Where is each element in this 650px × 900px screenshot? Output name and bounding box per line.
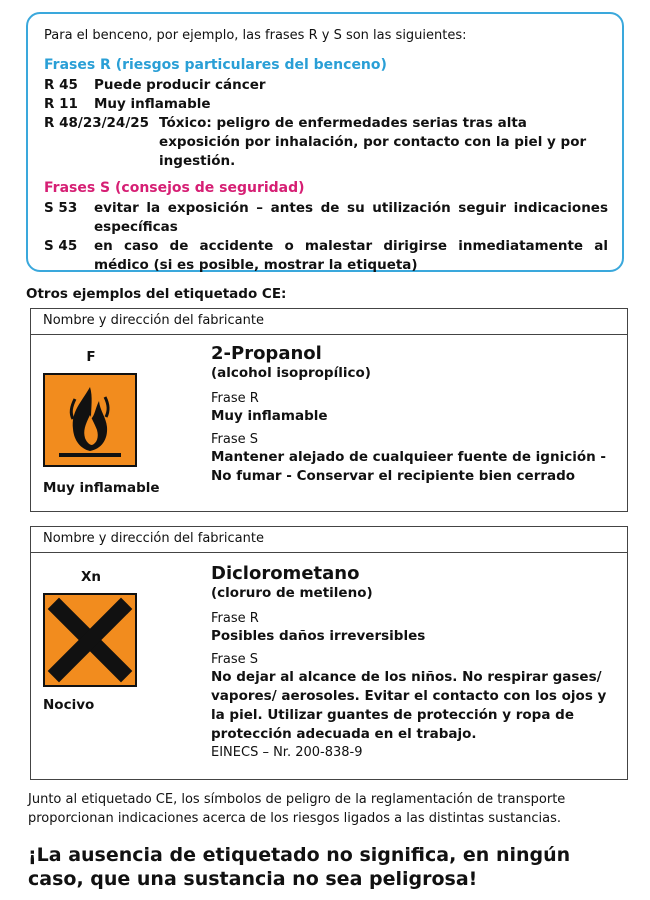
substance-info (211, 343, 611, 486)
s-phrase-value: No dejar al alcance de los niños. No respirar gases/ vapores/ aerosoles. Evitar el contacto con los ojos y la piel. Utilizar guantes de protección y ropa de protección adecuada en el trabajo. (211, 669, 607, 742)
r-phrase-row (44, 114, 608, 171)
s-phrase-row (44, 199, 608, 237)
s-phrase-label: Frase S (211, 432, 258, 447)
intro-text: Para el benceno, por ejemplo, las frases R y S son las siguientes: (44, 28, 467, 43)
saltire-cross-icon (43, 593, 137, 687)
s-phrase-text: evitar la exposición – antes de su utilización seguir indicaciones específicas (94, 200, 608, 235)
symbol-caption: Nocivo (43, 697, 95, 713)
flame-icon (43, 373, 137, 467)
substance-name: 2-Propanol (211, 343, 322, 364)
manufacturer-field: Nombre y dirección del fabricante (31, 309, 627, 335)
warning-statement: ¡La ausencia de etiquetado no significa, en ningún caso, que una sustancia no sea peligrosa! (28, 844, 571, 890)
substance-info (211, 563, 611, 762)
r-phrase-label: Frase R (211, 611, 259, 626)
substance-name: Diclorometano (211, 563, 360, 584)
manufacturer-field: Nombre y dirección del fabricante (31, 527, 627, 553)
s-phrase-code: S 53 (44, 200, 78, 216)
r-phrase-text: Puede producir cáncer (94, 77, 266, 93)
s-phrase-row (44, 237, 608, 275)
r-phrase-code: R 48/23/24/25 (44, 115, 150, 131)
r-phrase-text: Tóxico: peligro de enfermedades serias tras alta exposición por inhalación, por contacto con la piel y por ingestión. (159, 115, 587, 169)
examples-heading: Otros ejemplos del etiquetado CE: (26, 286, 287, 302)
s-phrase-value: Mantener alejado de cualquieer fuente de ignición - No fumar - Conservar el recipiente bien cerrado (211, 449, 607, 484)
r-phrase-label: Frase R (211, 391, 259, 406)
r-phrases-heading: Frases R (riesgos particulares del benceno) (44, 57, 387, 73)
s-phrase-label: Frase S (211, 652, 258, 667)
r-phrase-code: R 45 (44, 77, 78, 93)
symbol-letter: Xn (80, 569, 102, 585)
r-phrase-row (44, 76, 608, 95)
r-phrase-value: Muy inflamable (211, 408, 328, 424)
symbol-letter: F (86, 349, 96, 365)
ce-label-dichloromethane (30, 526, 628, 780)
r-phrase-value: Posibles daños irreversibles (211, 628, 426, 644)
r-phrase-code: R 11 (44, 96, 78, 112)
s-phrase-text: en caso de accidente o malestar dirigirse inmediatamente al médico (si es posible, mostrar la etiqueta) (94, 238, 608, 273)
transport-note: Junto al etiquetado CE, los símbolos de peligro de la reglamentación de transporte proporcionan indicaciones acerca de los riesgos ligados a las distintas sustancias. (28, 792, 566, 826)
r-phrase-row (44, 95, 608, 114)
symbol-caption: Muy inflamable (43, 480, 160, 496)
r-phrase-text: Muy inflamable (94, 96, 211, 112)
ce-label-propanol (30, 308, 628, 512)
benzene-phrases-box (26, 12, 624, 272)
einecs-number: EINECS – Nr. 200-838-9 (211, 745, 363, 760)
substance-synonym: (alcohol isopropílico) (211, 365, 371, 381)
substance-synonym: (cloruro de metileno) (211, 585, 373, 601)
s-phrase-code: S 45 (44, 238, 78, 254)
s-phrases-heading: Frases S (consejos de seguridad) (44, 180, 305, 196)
